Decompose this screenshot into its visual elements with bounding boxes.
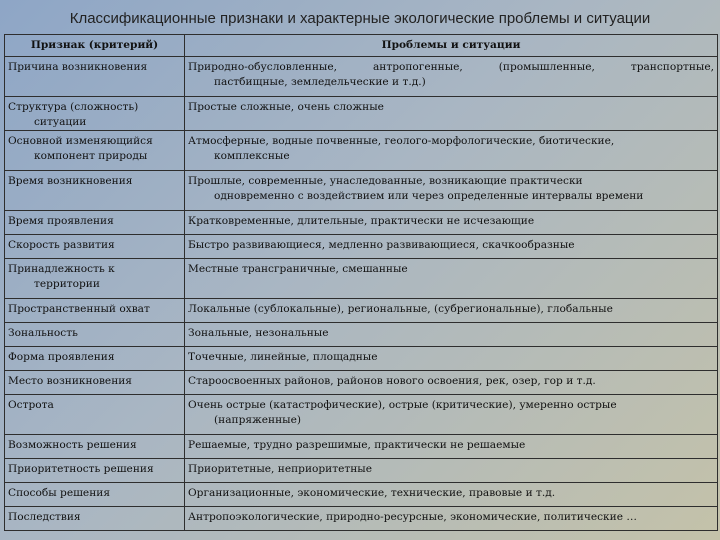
problems-text: Кратковременные, длительные, практически не исчезающие [188,215,535,227]
problems-text: Очень острые (катастрофические), острые (критические), умеренно острые [188,399,617,411]
criterion-label: Способы решения [8,487,111,499]
table-row [5,299,718,323]
classification-table [4,34,718,531]
criterion-cell [5,171,185,211]
problems-text: Прошлые, современные, унаследованные, возникающие практически [188,175,583,187]
table-row [5,395,718,435]
problems-text-continuation: комплексные [214,150,290,162]
problems-text: Быстро развивающиеся, медленно развивающиеся, скачкообразные [188,239,575,251]
table-row [5,97,718,131]
criterion-label: Время проявления [8,215,114,227]
problems-text: Организационные, экономические, технические, правовые и т.д. [188,487,556,499]
problems-cell [185,483,718,507]
table-row [5,57,718,97]
criterion-cell [5,299,185,323]
criterion-label: Зональность [8,327,78,339]
criterion-label: Приоритетность решения [8,463,154,475]
criterion-label: Место возникновения [8,375,132,387]
problems-text: Природно-обусловленные, антропогенные, (промышленные, транспортные, [188,61,714,73]
table-row [5,131,718,171]
problems-cell [185,259,718,299]
table-row [5,507,718,531]
problems-cell [185,211,718,235]
header-problems: Проблемы и ситуации [185,35,718,57]
criterion-label-continuation: компонент природы [34,150,148,162]
criterion-cell [5,323,185,347]
problems-cell [185,299,718,323]
criterion-label: Причина возникновения [8,61,148,73]
problems-text: Местные трансграничные, смешанные [188,263,408,275]
criterion-cell [5,371,185,395]
criterion-cell [5,57,185,97]
problems-cell [185,507,718,531]
criterion-label: Последствия [8,511,81,523]
problems-cell [185,371,718,395]
criterion-label: Время возникновения [8,175,133,187]
criterion-label: Возможность решения [8,439,137,451]
header-criterion: Признак (критерий) [5,35,185,57]
problems-text: Локальные (сублокальные), региональные, (субрегиональные), глобальные [188,303,613,315]
problems-cell [185,395,718,435]
problems-cell [185,235,718,259]
criterion-label: Скорость развития [8,239,115,251]
criterion-cell [5,97,185,131]
criterion-cell [5,483,185,507]
criterion-cell [5,459,185,483]
problems-text-continuation: одновременно с воздействием или через определенные интервалы времени [214,190,644,202]
problems-text: Приоритетные, неприоритетные [188,463,372,475]
problems-text: Атмосферные, водные почвенные, геолого-морфологические, биотические, [188,135,615,147]
problems-cell [185,57,718,97]
slide-title: Классификационные признаки и характерные экологические проблемы и ситуации [69,10,651,27]
table-row [5,435,718,459]
criterion-label: Пространственный охват [8,303,150,315]
table-row [5,371,718,395]
problems-cell [185,347,718,371]
table-row [5,171,718,211]
criterion-label: Форма проявления [8,351,115,363]
criterion-label: Структура (сложность) [8,101,139,113]
table-row [5,459,718,483]
problems-text: Простые сложные, очень сложные [188,101,384,113]
problems-text: Решаемые, трудно разрешимые, практически не решаемые [188,439,526,451]
problems-cell [185,435,718,459]
criterion-cell [5,347,185,371]
criterion-cell [5,211,185,235]
table-header-row [5,35,718,57]
table-row [5,347,718,371]
criterion-cell [5,131,185,171]
problems-text: Антропоэкологические, природно-ресурсные, экономические, политические … [188,511,637,523]
criterion-label: Основной изменяющийся [8,135,153,147]
criterion-label: Острота [8,399,54,411]
problems-text: Староосвоенных районов, районов нового освоения, рек, озер, гор и т.д. [188,375,596,387]
problems-text: Точечные, линейные, площадные [188,351,378,363]
problems-cell [185,459,718,483]
criterion-label: Принадлежность к [8,263,115,275]
criterion-cell [5,235,185,259]
table-row [5,259,718,299]
problems-cell [185,97,718,131]
table-row [5,211,718,235]
problems-text: Зональные, незональные [188,327,329,339]
problems-cell [185,131,718,171]
table-row [5,323,718,347]
table-row [5,483,718,507]
problems-cell [185,171,718,211]
table-row [5,235,718,259]
problems-cell [185,323,718,347]
criterion-label-continuation: ситуации [34,116,87,128]
criterion-cell [5,507,185,531]
problems-text-continuation: (напряженные) [214,414,302,426]
criterion-cell [5,435,185,459]
criterion-label-continuation: территории [34,278,100,290]
criterion-cell [5,259,185,299]
criterion-cell [5,395,185,435]
problems-text-continuation: пастбищные, земледельческие и т.д.) [214,76,426,88]
